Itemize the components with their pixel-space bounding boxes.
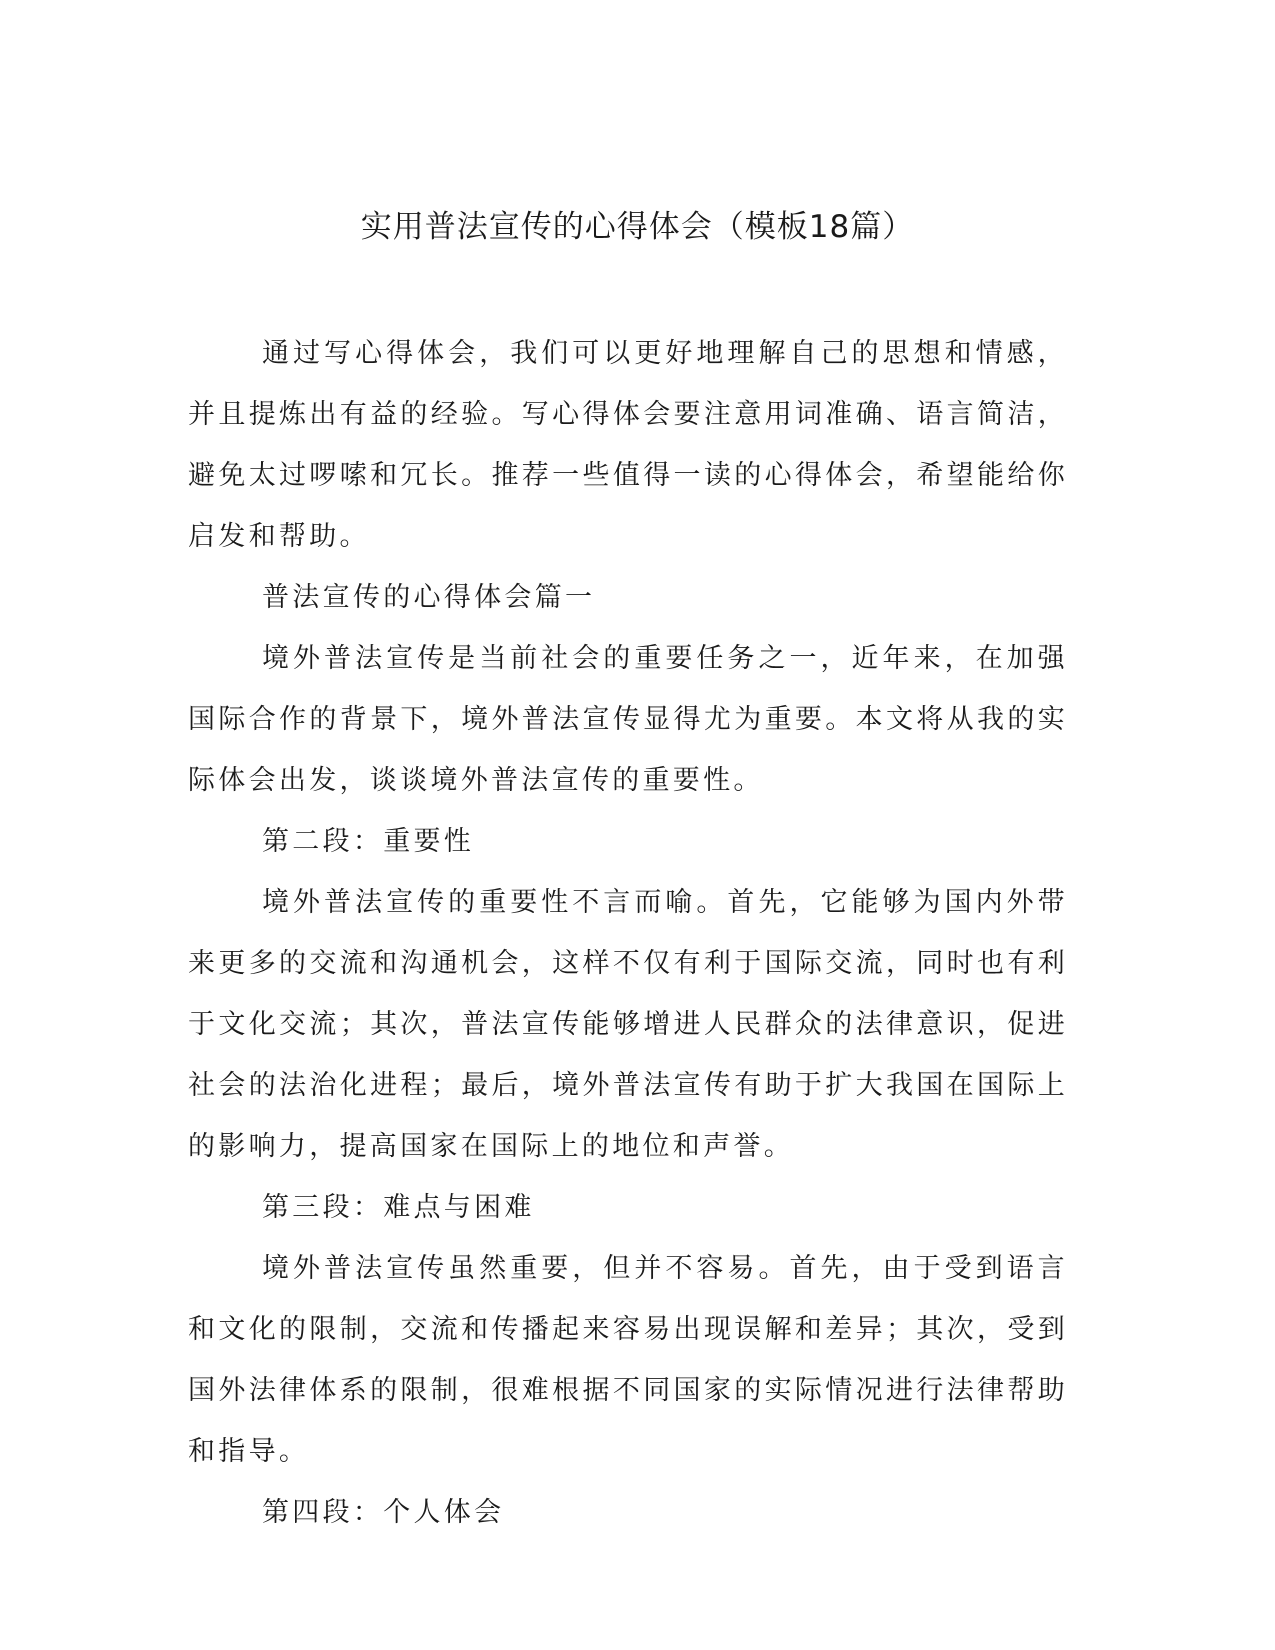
- section-heading-difficulties: 第三段：难点与困难: [262, 1192, 535, 1223]
- document-body: [188, 323, 1068, 1543]
- document-title: 实用普法宣传的心得体会（模板18篇）: [360, 209, 915, 245]
- body-paragraph: 境外普法宣传虽然重要，但并不容易。首先，由于受到语言和文化的限制，交流和传播起来容易出现误解和差异；其次，受到国外法律体系的限制，很难根据不同国家的实际情况进行法律帮助和指导。: [188, 1253, 1068, 1467]
- section-heading-part-one: 普法宣传的心得体会篇一: [262, 582, 596, 613]
- body-paragraph: 境外普法宣传是当前社会的重要任务之一，近年来，在加强国际合作的背景下，境外普法宣传显得尤为重要。本文将从我的实际体会出发，谈谈境外普法宣传的重要性。: [188, 643, 1068, 796]
- body-paragraph: 境外普法宣传的重要性不言而喻。首先，它能够为国内外带来更多的交流和沟通机会，这样不仅有利于国际交流，同时也有利于文化交流；其次，普法宣传能够增进人民群众的法律意识，促进社会的法治化进程；最后，境外普法宣传有助于扩大我国在国际上的影响力，提高国家在国际上的地位和声誉。: [188, 887, 1068, 1162]
- section-heading-importance: 第二段：重要性: [262, 826, 475, 857]
- intro-paragraph: 通过写心得体会，我们可以更好地理解自己的思想和情感，并且提炼出有益的经验。写心得体会要注意用词准确、语言简洁，避免太过啰嗦和冗长。推荐一些值得一读的心得体会，希望能给你启发和帮助。: [188, 338, 1068, 552]
- section-heading-personal-experience: 第四段：个人体会: [262, 1497, 505, 1528]
